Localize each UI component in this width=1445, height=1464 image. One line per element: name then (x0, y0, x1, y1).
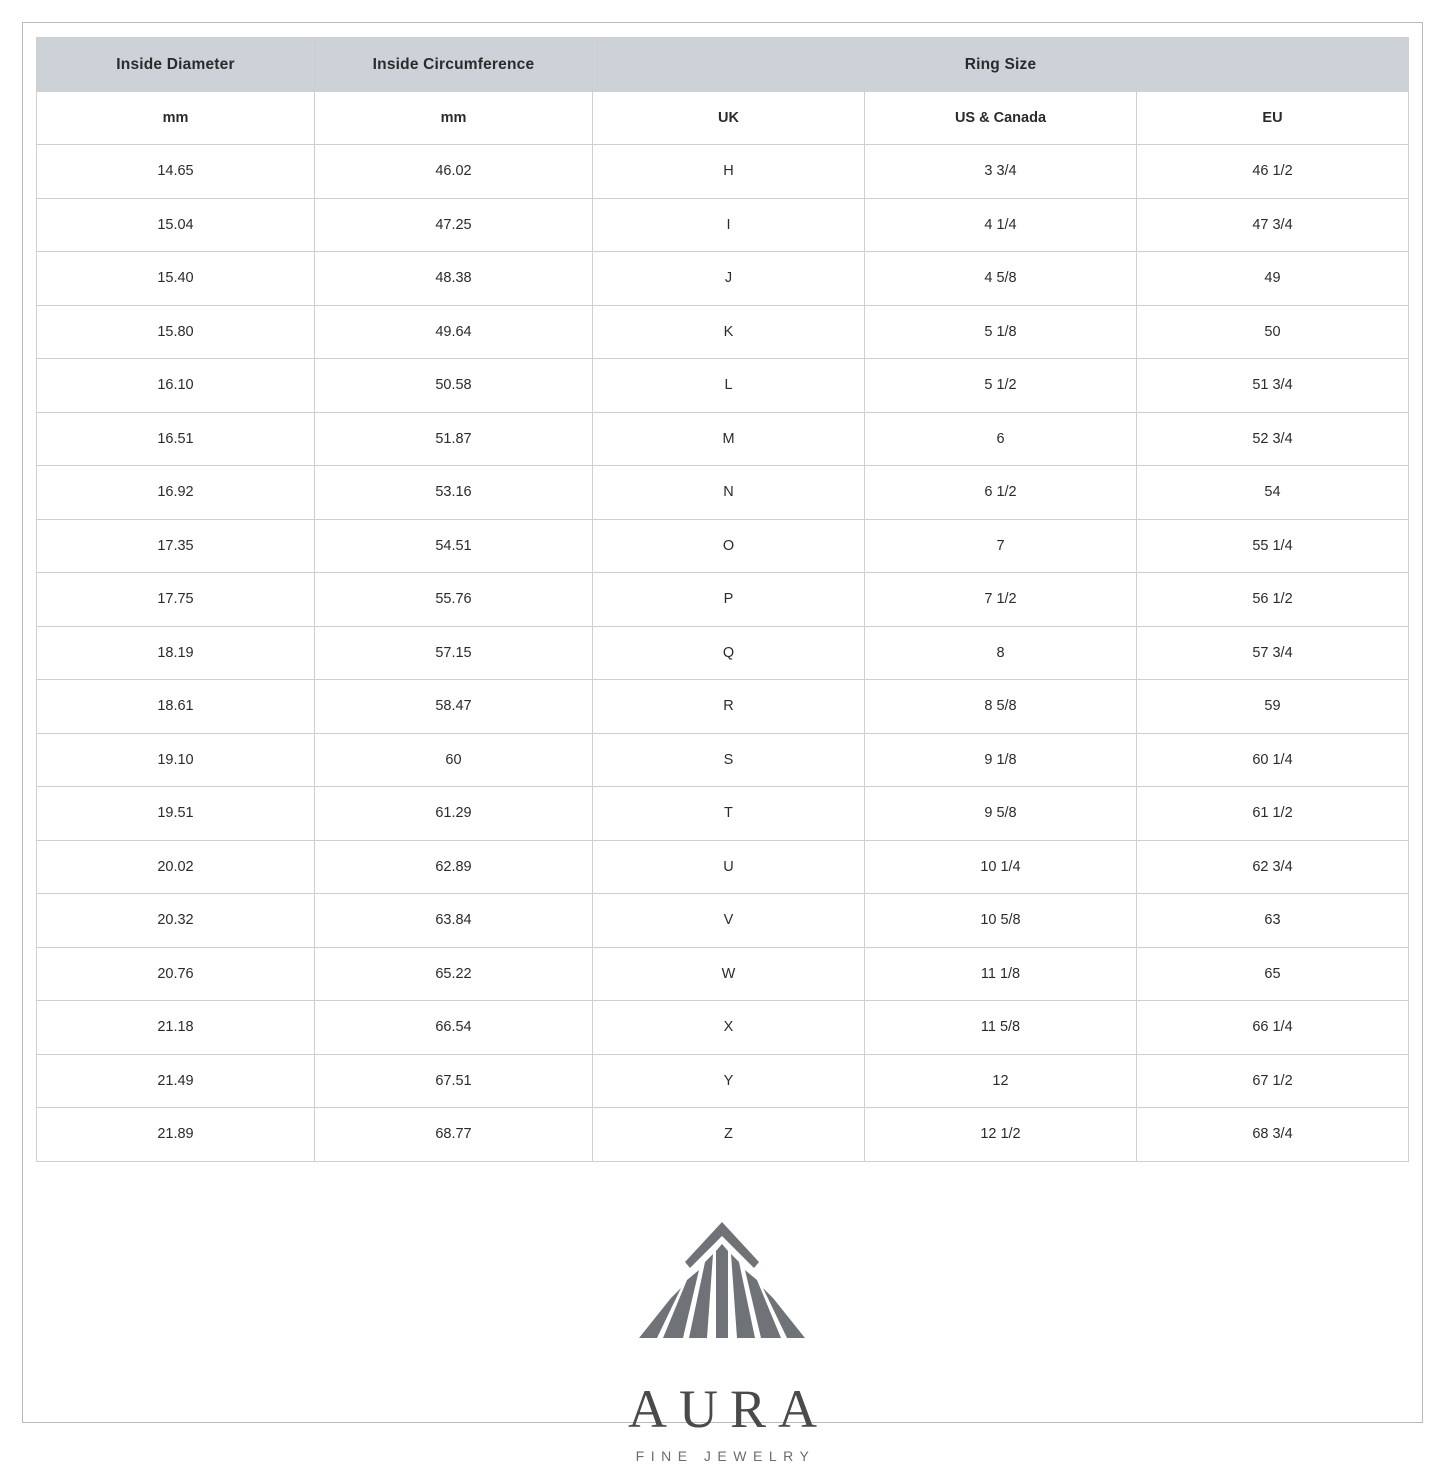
sub-header-diameter-mm: mm (36, 92, 314, 145)
table-row (36, 198, 1408, 252)
table-row (36, 1108, 1408, 1162)
table-row (36, 412, 1408, 466)
sub-header-row (36, 92, 1408, 145)
cell-uk: K (592, 305, 864, 359)
cell-diameter-mm: 20.32 (36, 894, 314, 948)
cell-eu: 59 (1136, 680, 1408, 734)
sub-header-us-canada: US & Canada (864, 92, 1136, 145)
cell-circumference-mm: 55.76 (314, 573, 592, 627)
cell-uk: I (592, 198, 864, 252)
cell-uk: O (592, 519, 864, 573)
cell-circumference-mm: 61.29 (314, 787, 592, 841)
table-row (36, 840, 1408, 894)
group-header-inside-diameter: Inside Diameter (36, 38, 314, 92)
cell-circumference-mm: 51.87 (314, 412, 592, 466)
cell-eu: 50 (1136, 305, 1408, 359)
table-row (36, 519, 1408, 573)
cell-uk: V (592, 894, 864, 948)
table-row (36, 733, 1408, 787)
cell-eu: 65 (1136, 947, 1408, 1001)
cell-uk: T (592, 787, 864, 841)
cell-uk: U (592, 840, 864, 894)
cell-us-canada: 10 1/4 (864, 840, 1136, 894)
cell-circumference-mm: 66.54 (314, 1001, 592, 1055)
cell-uk: Y (592, 1054, 864, 1108)
cell-eu: 51 3/4 (1136, 359, 1408, 413)
table-row (36, 1054, 1408, 1108)
cell-eu: 61 1/2 (1136, 787, 1408, 841)
brand-name: AURA (627, 1378, 829, 1439)
cell-circumference-mm: 49.64 (314, 305, 592, 359)
cell-us-canada: 8 5/8 (864, 680, 1136, 734)
content-frame (22, 22, 1423, 1464)
cell-diameter-mm: 18.61 (36, 680, 314, 734)
cell-circumference-mm: 50.58 (314, 359, 592, 413)
cell-diameter-mm: 15.80 (36, 305, 314, 359)
cell-diameter-mm: 17.35 (36, 519, 314, 573)
cell-us-canada: 8 (864, 626, 1136, 680)
cell-uk: W (592, 947, 864, 1001)
table-row (36, 947, 1408, 1001)
cell-us-canada: 11 5/8 (864, 1001, 1136, 1055)
cell-diameter-mm: 21.18 (36, 1001, 314, 1055)
cell-uk: H (592, 145, 864, 199)
table-row (36, 145, 1408, 199)
table-row (36, 466, 1408, 520)
cell-diameter-mm: 21.89 (36, 1108, 314, 1162)
cell-circumference-mm: 63.84 (314, 894, 592, 948)
table-row (36, 1001, 1408, 1055)
cell-diameter-mm: 18.19 (36, 626, 314, 680)
table-row (36, 787, 1408, 841)
cell-uk: N (592, 466, 864, 520)
table-row (36, 894, 1408, 948)
cell-circumference-mm: 46.02 (314, 145, 592, 199)
cell-diameter-mm: 16.10 (36, 359, 314, 413)
cell-us-canada: 7 (864, 519, 1136, 573)
cell-eu: 47 3/4 (1136, 198, 1408, 252)
cell-us-canada: 10 5/8 (864, 894, 1136, 948)
brand-tagline: FINE JEWELRY (635, 1447, 816, 1464)
cell-us-canada: 3 3/4 (864, 145, 1136, 199)
group-header-row (36, 38, 1408, 92)
sub-header-eu: EU (1136, 92, 1408, 145)
cell-diameter-mm: 14.65 (36, 145, 314, 199)
cell-eu: 55 1/4 (1136, 519, 1408, 573)
cell-eu: 66 1/4 (1136, 1001, 1408, 1055)
cell-eu: 63 (1136, 894, 1408, 948)
cell-eu: 62 3/4 (1136, 840, 1408, 894)
cell-circumference-mm: 60 (314, 733, 592, 787)
cell-us-canada: 9 1/8 (864, 733, 1136, 787)
cell-diameter-mm: 19.10 (36, 733, 314, 787)
cell-diameter-mm: 20.76 (36, 947, 314, 1001)
cell-us-canada: 12 1/2 (864, 1108, 1136, 1162)
cell-diameter-mm: 15.04 (36, 198, 314, 252)
cell-uk: P (592, 573, 864, 627)
cell-eu: 46 1/2 (1136, 145, 1408, 199)
table-body (36, 145, 1408, 1162)
cell-uk: Q (592, 626, 864, 680)
cell-circumference-mm: 47.25 (314, 198, 592, 252)
cell-eu: 57 3/4 (1136, 626, 1408, 680)
cell-us-canada: 12 (864, 1054, 1136, 1108)
cell-us-canada: 5 1/8 (864, 305, 1136, 359)
cell-us-canada: 4 1/4 (864, 198, 1136, 252)
cell-eu: 54 (1136, 466, 1408, 520)
cell-diameter-mm: 17.75 (36, 573, 314, 627)
table-row (36, 626, 1408, 680)
cell-us-canada: 7 1/2 (864, 573, 1136, 627)
cell-us-canada: 5 1/2 (864, 359, 1136, 413)
cell-uk: X (592, 1001, 864, 1055)
cell-uk: M (592, 412, 864, 466)
cell-us-canada: 11 1/8 (864, 947, 1136, 1001)
table-row (36, 252, 1408, 306)
cell-uk: L (592, 359, 864, 413)
cell-uk: R (592, 680, 864, 734)
cell-diameter-mm: 16.92 (36, 466, 314, 520)
cell-diameter-mm: 16.51 (36, 412, 314, 466)
ring-size-table (36, 37, 1409, 1162)
cell-eu: 67 1/2 (1136, 1054, 1408, 1108)
cell-circumference-mm: 53.16 (314, 466, 592, 520)
cell-circumference-mm: 54.51 (314, 519, 592, 573)
cell-circumference-mm: 68.77 (314, 1108, 592, 1162)
cell-circumference-mm: 48.38 (314, 252, 592, 306)
cell-diameter-mm: 19.51 (36, 787, 314, 841)
cell-us-canada: 6 (864, 412, 1136, 466)
cell-uk: Z (592, 1108, 864, 1162)
cell-us-canada: 9 5/8 (864, 787, 1136, 841)
cell-eu: 56 1/2 (1136, 573, 1408, 627)
table-row (36, 680, 1408, 734)
cell-diameter-mm: 15.40 (36, 252, 314, 306)
sub-header-uk: UK (592, 92, 864, 145)
table-header (36, 38, 1408, 145)
cell-circumference-mm: 58.47 (314, 680, 592, 734)
fan-shell-logo-icon (627, 1218, 817, 1368)
cell-diameter-mm: 21.49 (36, 1054, 314, 1108)
group-header-inside-circumference: Inside Circumference (314, 38, 592, 92)
cell-circumference-mm: 57.15 (314, 626, 592, 680)
table-row (36, 359, 1408, 413)
cell-circumference-mm: 67.51 (314, 1054, 592, 1108)
cell-eu: 68 3/4 (1136, 1108, 1408, 1162)
cell-circumference-mm: 62.89 (314, 840, 592, 894)
cell-circumference-mm: 65.22 (314, 947, 592, 1001)
cell-uk: S (592, 733, 864, 787)
group-header-ring-size: Ring Size (592, 38, 1408, 92)
brand-block (616, 1218, 829, 1464)
table-row (36, 573, 1408, 627)
cell-uk: J (592, 252, 864, 306)
cell-us-canada: 6 1/2 (864, 466, 1136, 520)
cell-diameter-mm: 20.02 (36, 840, 314, 894)
cell-eu: 52 3/4 (1136, 412, 1408, 466)
cell-eu: 49 (1136, 252, 1408, 306)
sub-header-circumference-mm: mm (314, 92, 592, 145)
cell-eu: 60 1/4 (1136, 733, 1408, 787)
cell-us-canada: 4 5/8 (864, 252, 1136, 306)
table-row (36, 305, 1408, 359)
